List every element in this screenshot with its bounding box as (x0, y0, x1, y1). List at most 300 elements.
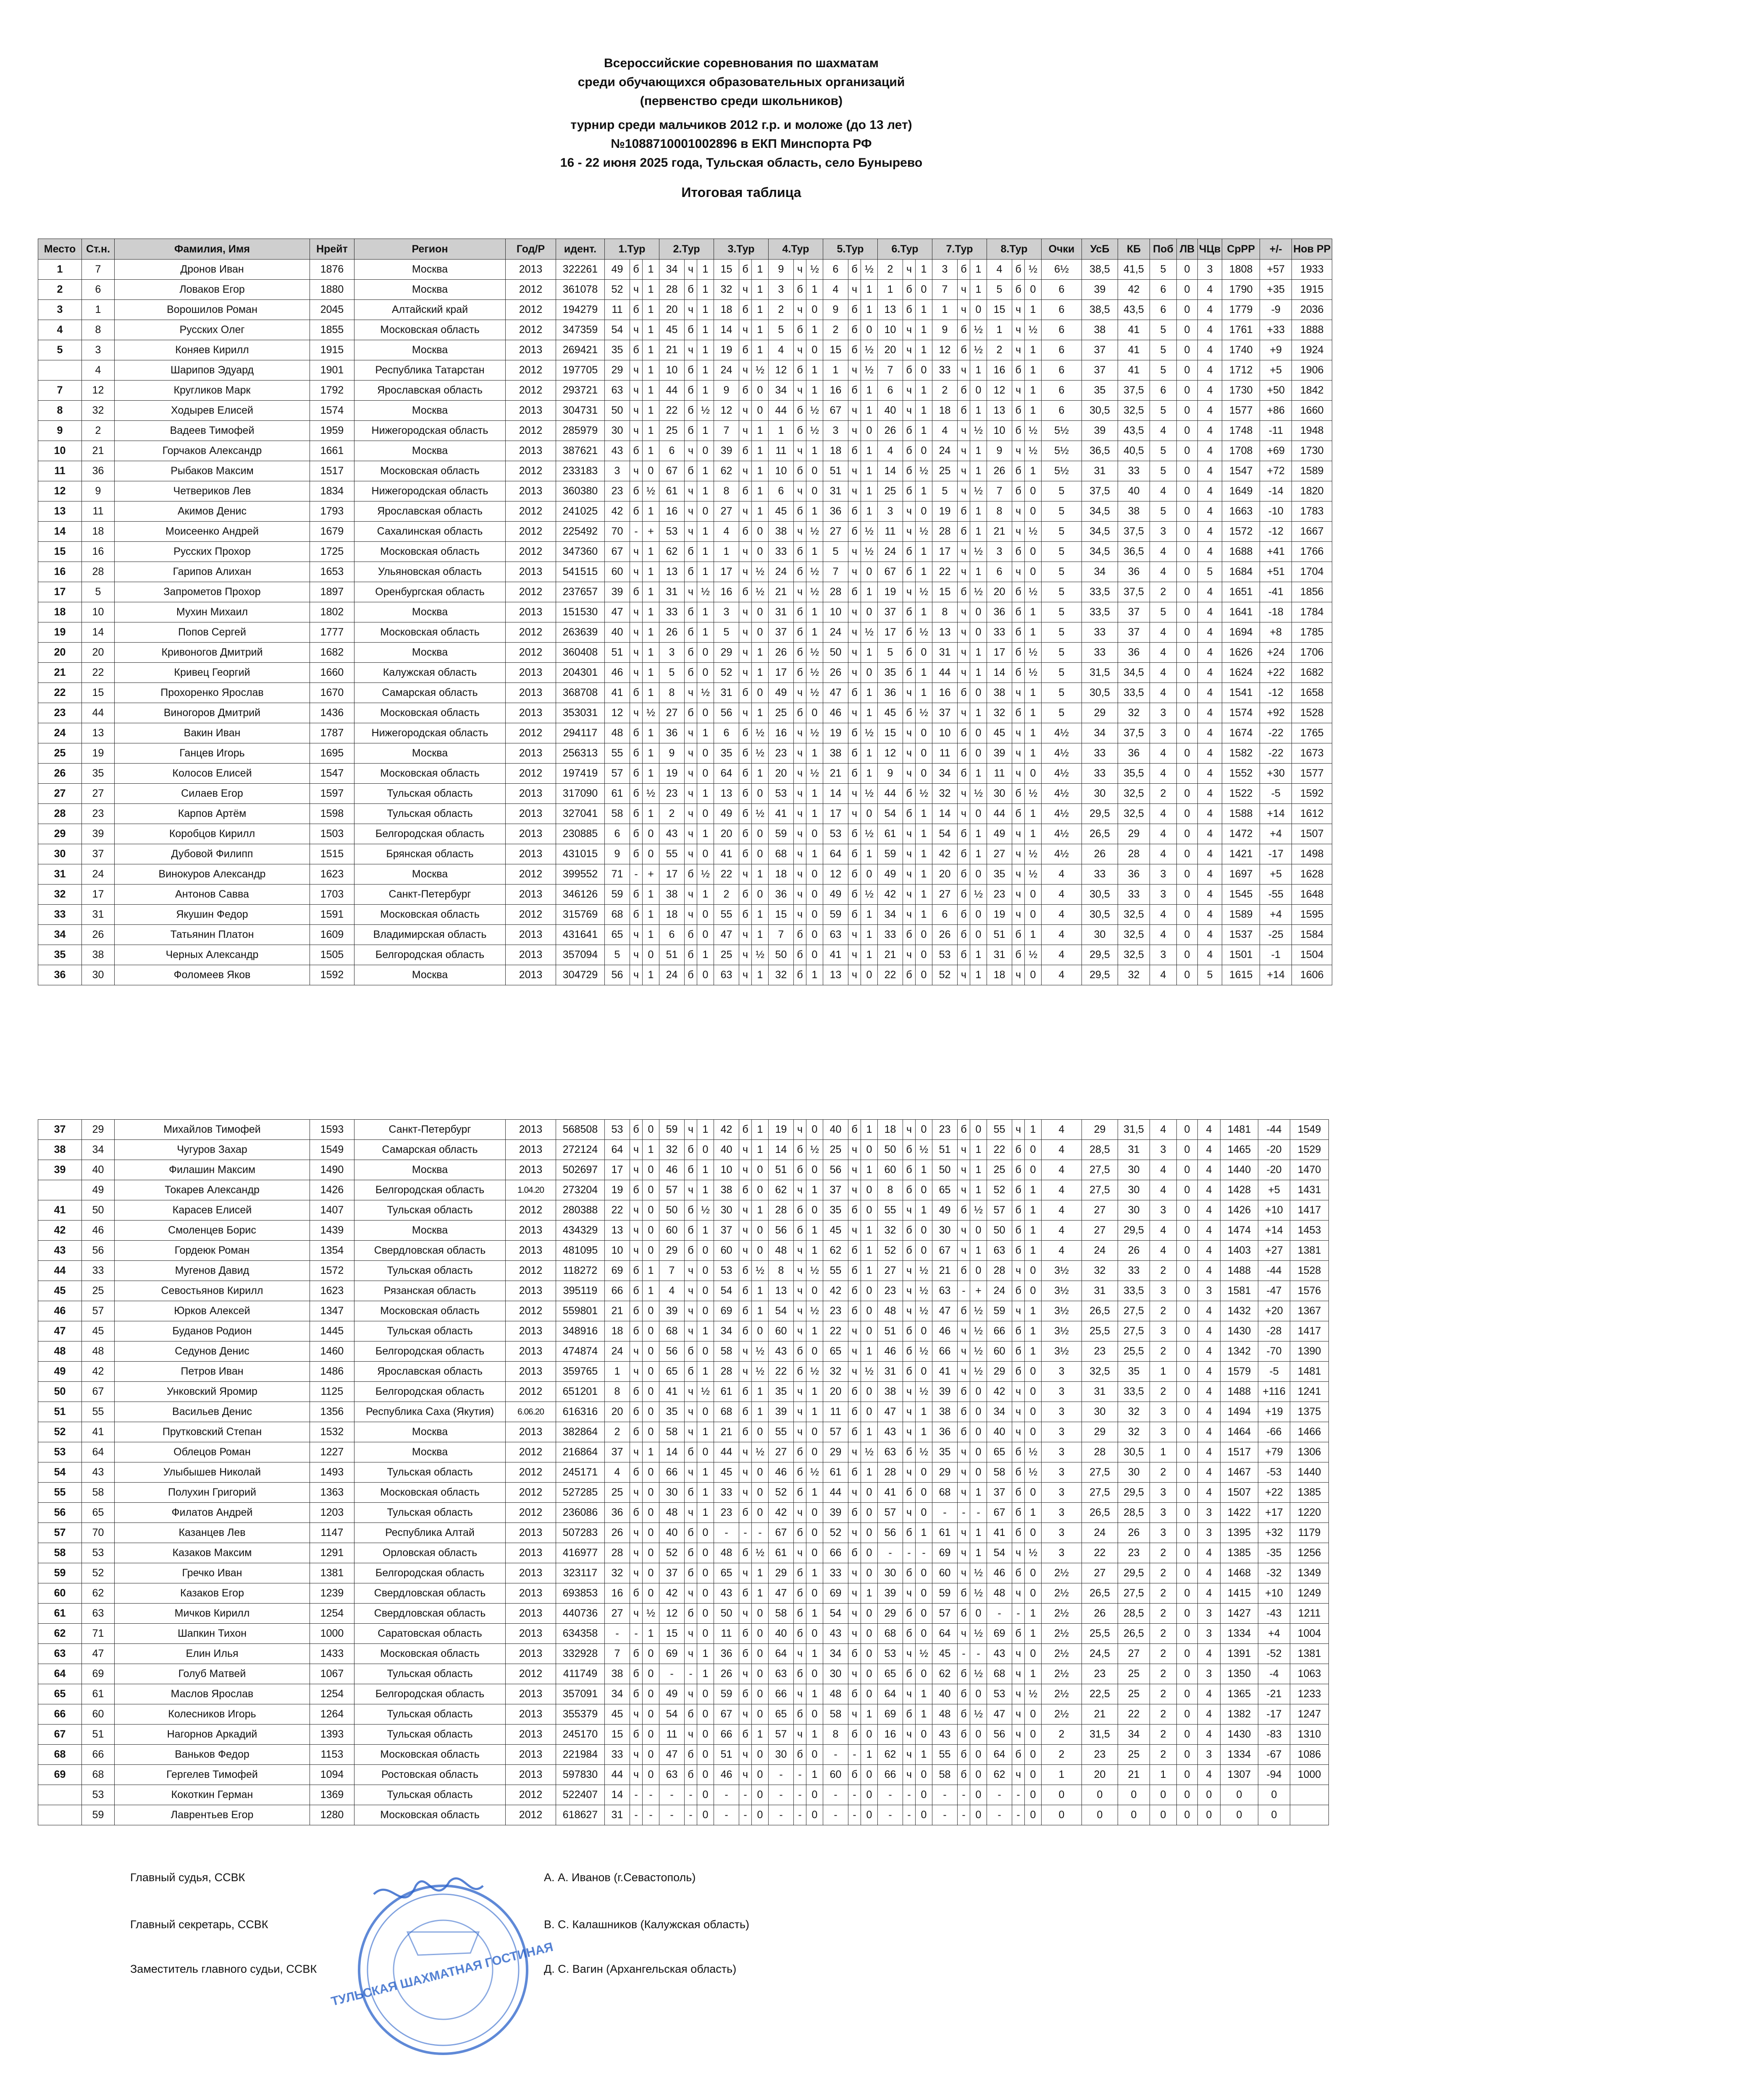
round-opponent-cell: 46 (878, 1341, 903, 1362)
avg-cell: 1684 (1222, 562, 1260, 582)
points-cell: 2 (1042, 1745, 1082, 1765)
round-result-cell: ½ (861, 784, 878, 804)
delta-cell: -52 (1258, 1644, 1290, 1664)
round-result-cell: 0 (970, 1382, 987, 1402)
delta-cell: -11 (1260, 421, 1292, 441)
birth-year-cell: 2013 (506, 1341, 556, 1362)
round-result-cell: 1 (861, 280, 878, 300)
round-result-cell: 1 (643, 663, 659, 683)
round-color-cell: б (739, 300, 752, 320)
round-opponent-cell: 12 (932, 340, 958, 360)
round-result-cell: 1 (1025, 622, 1042, 643)
round-color-cell: б (739, 481, 752, 501)
usb-cell: 31 (1082, 1382, 1118, 1402)
round-result-cell: 1 (752, 1281, 769, 1301)
wins-cell: 4 (1150, 905, 1177, 925)
round-result-cell: 1 (916, 864, 932, 885)
round-opponent-cell: 35 (659, 1402, 685, 1422)
round-opponent-cell: 21 (605, 1301, 630, 1321)
round-opponent-cell: 30 (987, 784, 1012, 804)
round-color-cell: б (739, 260, 752, 280)
round-opponent-cell: 67 (659, 461, 685, 481)
kb-cell: 22 (1118, 1704, 1150, 1725)
round-color-cell: б (903, 360, 916, 381)
round-opponent-cell: 5 (769, 320, 794, 340)
round-color-cell: ч (794, 1725, 806, 1745)
table-row (38, 1684, 1329, 1704)
round-opponent-cell: 63 (769, 1664, 794, 1684)
round-opponent-cell: 23 (878, 1281, 903, 1301)
round-opponent-cell: - (878, 1805, 903, 1825)
wins-cell: 4 (1150, 683, 1177, 703)
birth-year-cell: 2013 (506, 784, 556, 804)
rating-cell: 1670 (310, 683, 354, 703)
wins-cell: 1 (1150, 1362, 1177, 1382)
round-opponent-cell: 2 (659, 804, 685, 824)
avg-cell: 1422 (1221, 1503, 1258, 1523)
round-opponent-cell: 63 (605, 381, 630, 401)
avg-cell: 1342 (1221, 1341, 1258, 1362)
wins-cell: 4 (1150, 643, 1177, 663)
column-header: Регион (354, 239, 506, 260)
round-result-cell: 0 (806, 300, 823, 320)
avg-cell: 1649 (1222, 481, 1260, 501)
round-color-cell: б (1012, 1221, 1025, 1241)
kb-cell: 33 (1118, 885, 1150, 905)
round-result-cell: ½ (806, 260, 823, 280)
points-cell: 4 (1042, 965, 1082, 985)
birth-year-cell: 2013 (506, 1321, 556, 1341)
delta-cell: -14 (1260, 481, 1292, 501)
rating-cell: 1280 (310, 1805, 354, 1825)
avg-cell: 1440 (1221, 1160, 1258, 1180)
lv-cell: 0 (1177, 864, 1198, 885)
newr-cell: 1628 (1292, 864, 1332, 885)
chc-cell: 4 (1198, 1200, 1221, 1221)
newr-cell: 1606 (1292, 965, 1332, 985)
round-opponent-cell: 22 (769, 1362, 794, 1382)
round-opponent-cell: - (659, 1805, 685, 1825)
player-id-cell: 273204 (556, 1180, 605, 1200)
wins-cell: 3 (1150, 1281, 1177, 1301)
round-color-cell: ч (739, 1160, 752, 1180)
region-cell: Республика Татарстан (354, 360, 506, 381)
round-color-cell: б (1012, 542, 1025, 562)
start-number-cell: 36 (82, 461, 115, 481)
round-opponent-cell: 34 (659, 260, 685, 280)
round-color-cell: б (958, 1664, 970, 1684)
birth-year-cell: 2013 (506, 945, 556, 965)
round-result-cell: ½ (970, 1362, 987, 1382)
place-cell: 47 (38, 1321, 82, 1341)
round-result-cell: 1 (861, 1341, 878, 1362)
round-color-cell: б (794, 1160, 806, 1180)
delta-cell: +19 (1258, 1402, 1290, 1422)
round-result-cell: 1 (697, 1321, 714, 1341)
round-color-cell: б (685, 1523, 697, 1543)
round-result-cell: 0 (697, 1604, 714, 1624)
round-color-cell: б (848, 1200, 861, 1221)
usb-cell: 22 (1082, 1543, 1118, 1563)
round-color-cell: б (958, 582, 970, 602)
round-opponent-cell: 28 (987, 1261, 1012, 1281)
round-result-cell: 0 (643, 1644, 659, 1664)
newr-cell: 1842 (1292, 381, 1332, 401)
round-opponent-cell: 10 (987, 421, 1012, 441)
points-cell: 3½ (1042, 1261, 1082, 1281)
rating-cell: 1490 (310, 1160, 354, 1180)
usb-cell: 30,5 (1082, 885, 1118, 905)
round-result-cell: 1 (916, 885, 932, 905)
round-result-cell: 1 (643, 562, 659, 582)
round-result-cell: 1 (861, 1261, 878, 1281)
round-result-cell: 1 (916, 1160, 932, 1180)
round-result-cell: 0 (643, 1462, 659, 1483)
player-name-cell: Облецов Роман (115, 1442, 310, 1462)
round-opponent-cell: 41 (987, 1523, 1012, 1543)
chc-cell: 4 (1198, 421, 1222, 441)
round-result-cell: 0 (752, 1180, 769, 1200)
place-cell: 20 (38, 643, 82, 663)
player-id-cell: 347359 (556, 320, 605, 340)
wins-cell: 4 (1150, 1221, 1177, 1241)
points-cell: 6 (1042, 300, 1082, 320)
round-color-cell: ч (848, 1180, 861, 1200)
round-opponent-cell: 38 (659, 885, 685, 905)
round-opponent-cell: 1 (987, 320, 1012, 340)
round-result-cell: 0 (1025, 1382, 1042, 1402)
deputy-judge-name: Д. С. Вагин (Архангельская область) (544, 1963, 737, 1975)
round-opponent-cell: 26 (878, 421, 903, 441)
player-name-cell: Васильев Денис (115, 1402, 310, 1422)
round-opponent-cell: 14 (659, 1442, 685, 1462)
lv-cell: 0 (1177, 421, 1198, 441)
birth-year-cell: 2013 (506, 925, 556, 945)
delta-cell: +92 (1260, 703, 1292, 723)
round-color-cell: б (958, 764, 970, 784)
round-color-cell: ч (1012, 320, 1025, 340)
kb-cell: 31 (1118, 1140, 1150, 1160)
round-color-cell: б (685, 925, 697, 945)
round-result-cell: ½ (970, 1583, 987, 1604)
delta-cell: +10 (1258, 1583, 1290, 1604)
round-result-cell: 0 (970, 1684, 987, 1704)
round-result-cell: 0 (1025, 1725, 1042, 1745)
round-result-cell: 0 (643, 1221, 659, 1241)
wins-cell: 2 (1150, 1301, 1177, 1321)
avg-cell: 1307 (1221, 1765, 1258, 1785)
round-color-cell: ч (1012, 1644, 1025, 1664)
round-opponent-cell: - (932, 1503, 958, 1523)
round-result-cell: 1 (806, 743, 823, 764)
birth-year-cell: 2012 (506, 764, 556, 784)
start-number-cell: 3 (82, 340, 115, 360)
avg-cell: 1574 (1222, 703, 1260, 723)
player-name-cell: Акимов Денис (115, 501, 310, 522)
newr-cell: 1933 (1292, 260, 1332, 280)
newr-cell: 1390 (1290, 1341, 1329, 1362)
round-color-cell: б (794, 945, 806, 965)
round-color-cell: ч (848, 1140, 861, 1160)
kb-cell: 29,5 (1118, 1563, 1150, 1583)
round-opponent-cell: 51 (605, 643, 630, 663)
wins-cell: 5 (1150, 360, 1177, 381)
round-opponent-cell: 40 (769, 1624, 794, 1644)
round-color-cell: б (794, 360, 806, 381)
round-result-cell: 0 (697, 703, 714, 723)
round-result-cell: 0 (916, 441, 932, 461)
chc-cell: 3 (1198, 1664, 1221, 1684)
avg-cell: 1779 (1222, 300, 1260, 320)
start-number-cell: 33 (82, 1261, 115, 1281)
round-opponent-cell: 15 (987, 300, 1012, 320)
round-result-cell: 1 (970, 764, 987, 784)
round-color-cell: ч (630, 1765, 643, 1785)
round-result-cell: 0 (970, 1120, 987, 1140)
region-cell: Ярославская область (354, 381, 506, 401)
round-opponent-cell: 12 (769, 360, 794, 381)
birth-year-cell: 2013 (506, 481, 556, 501)
round-color-cell: б (794, 1200, 806, 1221)
lv-cell: 0 (1177, 401, 1198, 421)
points-cell: 4½ (1042, 824, 1082, 844)
round-result-cell: ½ (970, 1321, 987, 1341)
round-color-cell: б (685, 1483, 697, 1503)
round-opponent-cell: 4 (932, 421, 958, 441)
wins-cell: 4 (1150, 622, 1177, 643)
newr-cell: 1785 (1292, 622, 1332, 643)
round-opponent-cell: 55 (823, 1261, 848, 1281)
round-color-cell: б (794, 461, 806, 481)
round-color-cell: б (685, 1442, 697, 1462)
player-id-cell: 387621 (556, 441, 605, 461)
player-id-cell: 502697 (556, 1160, 605, 1180)
round-result-cell: ½ (970, 1624, 987, 1644)
round-opponent-cell: 29 (769, 1563, 794, 1583)
kb-cell: 41,5 (1118, 260, 1150, 280)
start-number-cell: 48 (82, 1341, 115, 1362)
round-color-cell: б (848, 1644, 861, 1664)
round-color-cell: б (739, 1644, 752, 1664)
round-result-cell: ½ (1025, 784, 1042, 804)
player-id-cell: 541515 (556, 562, 605, 582)
kb-cell: 30 (1118, 1462, 1150, 1483)
usb-cell: 31,5 (1082, 663, 1118, 683)
round-opponent-cell: 61 (878, 824, 903, 844)
rating-cell: 1623 (310, 864, 354, 885)
round-result-cell: 1 (643, 602, 659, 622)
usb-cell: 32,5 (1082, 1362, 1118, 1382)
player-name-cell: Мухин Михаил (115, 602, 310, 622)
round-opponent-cell: 50 (823, 643, 848, 663)
round-opponent-cell: 59 (659, 1120, 685, 1140)
round-result-cell: 0 (643, 844, 659, 864)
chc-cell: 4 (1198, 1563, 1221, 1583)
round-result-cell: ½ (916, 1341, 932, 1362)
round-color-cell: ч (630, 703, 643, 723)
round-color-cell: ч (903, 1684, 916, 1704)
points-cell: 3 (1042, 1402, 1082, 1422)
round-result-cell: 1 (1025, 1120, 1042, 1140)
round-result-cell: 1 (1025, 1341, 1042, 1362)
place-cell: 12 (38, 481, 82, 501)
round-color-cell: б (630, 501, 643, 522)
round-result-cell: 1 (916, 1704, 932, 1725)
lv-cell: 0 (1177, 1180, 1198, 1200)
player-name-cell: Прохоренко Ярослав (115, 683, 310, 703)
usb-cell: 34,5 (1082, 501, 1118, 522)
round-opponent-cell: 8 (659, 683, 685, 703)
round-opponent-cell: 58 (987, 1462, 1012, 1483)
avg-cell: 1572 (1222, 522, 1260, 542)
rating-cell: 1574 (310, 401, 354, 421)
newr-cell: 1466 (1290, 1422, 1329, 1442)
start-number-cell: 24 (82, 864, 115, 885)
round-result-cell: 1 (752, 1120, 769, 1140)
round-result-cell: 1 (916, 844, 932, 864)
lv-cell: 0 (1177, 1785, 1198, 1805)
birth-year-cell: 2013 (506, 885, 556, 905)
round-color-cell: б (848, 743, 861, 764)
round-color-cell: ч (848, 663, 861, 683)
round-color-cell: б (630, 1503, 643, 1523)
round-opponent-cell: 54 (987, 1543, 1012, 1563)
start-number-cell: 63 (82, 1604, 115, 1624)
round-opponent-cell: 45 (659, 320, 685, 340)
avg-cell: 0 (1221, 1805, 1258, 1825)
round-color-cell: ч (903, 864, 916, 885)
round-opponent-cell: 59 (932, 1583, 958, 1604)
region-cell: Московская область (354, 703, 506, 723)
round-opponent-cell: 19 (823, 723, 848, 743)
round-result-cell: 0 (1025, 280, 1042, 300)
round-color-cell: б (685, 1160, 697, 1180)
round-color-cell: ч (630, 1200, 643, 1221)
round-opponent-cell: 22 (714, 864, 739, 885)
start-number-cell: 31 (82, 905, 115, 925)
player-id-cell: 527285 (556, 1483, 605, 1503)
round-color-cell: б (794, 1604, 806, 1624)
region-cell: Орловская область (354, 1543, 506, 1563)
round-result-cell: ½ (806, 1140, 823, 1160)
round-result-cell: 1 (643, 683, 659, 703)
round-opponent-cell: 13 (605, 1221, 630, 1241)
round-opponent-cell: 25 (769, 703, 794, 723)
region-cell: Белгородская область (354, 824, 506, 844)
chc-cell: 4 (1198, 1241, 1221, 1261)
player-name-cell: Коробцов Кирилл (115, 824, 310, 844)
place-cell (38, 1180, 82, 1200)
newr-cell: 1528 (1290, 1261, 1329, 1281)
avg-cell: 1488 (1221, 1382, 1258, 1402)
round-color-cell: б (903, 1241, 916, 1261)
round-opponent-cell: 2 (878, 260, 903, 280)
round-result-cell: 0 (970, 864, 987, 885)
round-result-cell: 1 (970, 260, 987, 280)
usb-cell: 27 (1082, 1200, 1118, 1221)
wins-cell: 3 (1150, 945, 1177, 965)
points-cell: 3½ (1042, 1301, 1082, 1321)
round-color-cell: б (958, 1583, 970, 1604)
round-result-cell: 0 (806, 703, 823, 723)
round-opponent-cell: 11 (987, 764, 1012, 784)
round-opponent-cell: 28 (769, 1200, 794, 1221)
round-result-cell: 0 (697, 1402, 714, 1422)
round-result-cell: 1 (752, 1563, 769, 1583)
round-result-cell: 1 (970, 1543, 987, 1563)
round-color-cell: ч (739, 1765, 752, 1785)
avg-cell: 1350 (1221, 1664, 1258, 1684)
usb-cell: 26,5 (1082, 1503, 1118, 1523)
round-opponent-cell: 21 (987, 522, 1012, 542)
round-result-cell: 0 (916, 1583, 932, 1604)
round-opponent-cell: 5 (605, 945, 630, 965)
lv-cell: 0 (1177, 260, 1198, 280)
player-name-cell: Лаврентьев Егор (115, 1805, 310, 1825)
wins-cell: 2 (1150, 1664, 1177, 1684)
round-color-cell: б (848, 1422, 861, 1442)
player-name-cell: Юрков Алексей (115, 1301, 310, 1321)
avg-cell: 1517 (1221, 1442, 1258, 1462)
round-opponent-cell: 53 (659, 522, 685, 542)
lv-cell: 0 (1177, 1221, 1198, 1241)
avg-cell: 1545 (1222, 885, 1260, 905)
newr-cell: 1648 (1292, 885, 1332, 905)
avg-cell: 1430 (1221, 1725, 1258, 1745)
round-color-cell: б (958, 340, 970, 360)
region-cell: Москва (354, 643, 506, 663)
round-opponent-cell: 22 (878, 965, 903, 985)
avg-cell: 1334 (1221, 1745, 1258, 1765)
usb-cell: 39 (1082, 280, 1118, 300)
rating-cell: 1593 (310, 1120, 354, 1140)
start-number-cell: 39 (82, 824, 115, 844)
region-cell: Свердловская область (354, 1241, 506, 1261)
round-opponent-cell: 27 (659, 703, 685, 723)
delta-cell: -83 (1258, 1725, 1290, 1745)
newr-cell: 1658 (1292, 683, 1332, 703)
lv-cell: 0 (1177, 562, 1198, 582)
round-opponent-cell: 50 (932, 1160, 958, 1180)
header-line-2: среди обучающихся образовательных организаций (578, 75, 905, 89)
round-opponent-cell: 36 (878, 683, 903, 703)
round-opponent-cell: 62 (932, 1664, 958, 1684)
table-row (38, 1624, 1329, 1644)
avg-cell: 1468 (1221, 1563, 1258, 1583)
round-color-cell: ч (685, 441, 697, 461)
round-result-cell: 1 (916, 1523, 932, 1543)
chc-cell: 5 (1198, 965, 1222, 985)
round-color-cell: ч (958, 1321, 970, 1341)
usb-cell: 28,5 (1082, 1140, 1118, 1160)
round-color-cell: б (958, 1301, 970, 1321)
round-color-cell: - (739, 1523, 752, 1543)
round-opponent-cell: 7 (605, 1644, 630, 1664)
birth-year-cell: 2012 (506, 905, 556, 925)
round-result-cell: 0 (861, 1644, 878, 1664)
player-name-cell: Гарипов Алихан (115, 562, 310, 582)
player-id-cell: 411749 (556, 1664, 605, 1684)
round-result-cell: 1 (806, 1604, 823, 1624)
delta-cell: -70 (1258, 1341, 1290, 1362)
round-result-cell: 1 (1025, 703, 1042, 723)
round-result-cell: 1 (697, 320, 714, 340)
round-opponent-cell: 17 (659, 864, 685, 885)
chc-cell: 4 (1198, 461, 1222, 481)
round-color-cell: ч (848, 804, 861, 824)
round-result-cell: ½ (1025, 1442, 1042, 1462)
round-result-cell: 1 (861, 643, 878, 663)
